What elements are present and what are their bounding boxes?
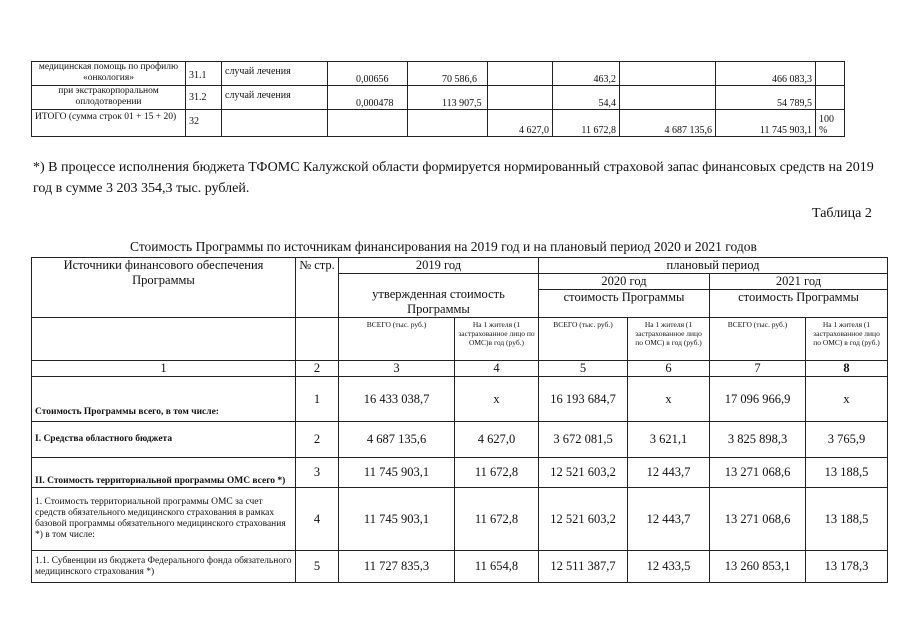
cell: 11 727 835,3	[339, 551, 455, 583]
header-per-capita-2020: На 1 жителя (1 застрахованное лицо по ОМС) в год (руб.)	[628, 318, 710, 361]
header-total-2021: ВСЕГО (тыс. руб.)	[710, 318, 806, 361]
cell: 12 443,7	[628, 458, 710, 488]
cell: 12 433,5	[628, 551, 710, 583]
cell: 12 521 603,2	[539, 458, 628, 488]
column-index: 2	[296, 361, 339, 377]
cell: 11 654,8	[455, 551, 539, 583]
cell: 13 178,3	[806, 551, 888, 583]
table-row	[32, 458, 888, 488]
row-unit	[222, 110, 328, 137]
cell: 12 443,7	[628, 488, 710, 551]
table-row	[32, 62, 845, 86]
header-2019: 2019 год	[339, 258, 539, 274]
cell	[620, 86, 716, 110]
row-name: медицинская помощь по профилю «онкология»	[32, 62, 186, 86]
cell: х	[628, 377, 710, 422]
header-2020: 2020 год	[539, 274, 710, 290]
cell: 0,000478	[328, 86, 408, 110]
cell: 3 825 898,3	[710, 422, 806, 458]
header-total-2019: ВСЕГО (тыс. руб.)	[339, 318, 455, 361]
header-approved-cost: утвержденная стоимость Программы	[339, 274, 539, 318]
row-label: II. Стоимость территориальной программы ОМС всего *)	[32, 458, 296, 488]
cell: 12 521 603,2	[539, 488, 628, 551]
row-name: ИТОГО (сумма строк 01 + 15 + 20)	[32, 110, 186, 137]
cell: 463,2	[553, 62, 620, 86]
column-index: 7	[710, 361, 806, 377]
column-index-row	[32, 361, 888, 377]
cell: 4 627,0	[488, 110, 553, 137]
row-number: 1	[296, 377, 339, 422]
column-index: 4	[455, 361, 539, 377]
cell: 0,00656	[328, 62, 408, 86]
cell: 12 511 387,7	[539, 551, 628, 583]
cell: 11 672,8	[553, 110, 620, 137]
header-2021: 2021 год	[710, 274, 888, 290]
cell: 13 260 853,1	[710, 551, 806, 583]
cell: 54,4	[553, 86, 620, 110]
table-row	[32, 488, 888, 551]
table-row	[32, 86, 845, 110]
row-label: 1.1. Субвенции из бюджета Федерального фонда обязательного медицинского страхования *)	[32, 551, 296, 583]
row-label: I. Средства областного бюджета	[32, 422, 296, 458]
table-row	[32, 377, 888, 422]
cell: 16 193 684,7	[539, 377, 628, 422]
previous-table-fragment	[31, 61, 845, 137]
cell: 3 672 081,5	[539, 422, 628, 458]
row-number: 3	[296, 458, 339, 488]
cell: 13 188,5	[806, 458, 888, 488]
cell: 54 789,5	[716, 86, 816, 110]
cell: 4 627,0	[455, 422, 539, 458]
cell	[816, 62, 845, 86]
row-number: 32	[186, 110, 222, 137]
cell	[488, 86, 553, 110]
row-number: 31.1	[186, 62, 222, 86]
cell: 3 621,1	[628, 422, 710, 458]
header-total-2020: ВСЕГО (тыс. руб.)	[539, 318, 628, 361]
row-number: 5	[296, 551, 339, 583]
cell: 17 096 966,9	[710, 377, 806, 422]
cell: 11 745 903,1	[716, 110, 816, 137]
cell: 11 745 903,1	[339, 458, 455, 488]
row-unit: случай лечения	[222, 62, 328, 86]
column-index: 8	[806, 361, 888, 377]
row-unit: случай лечения	[222, 86, 328, 110]
header-source: Источники финансового обеспечения Программы	[32, 258, 296, 318]
cell: х	[455, 377, 539, 422]
header-per-capita-2019: На 1 жителя (1 застрахованное лицо по ОМС)в год (руб.)	[455, 318, 539, 361]
header-cost-2021: стоимость Программы	[710, 290, 888, 318]
cell: 113 907,5	[408, 86, 488, 110]
table-label: Таблица 2	[812, 206, 872, 221]
cell: 3 765,9	[806, 422, 888, 458]
column-index: 5	[539, 361, 628, 377]
row-name: при экстракорпоральном оплодотворении	[32, 86, 186, 110]
cell: 13 188,5	[806, 488, 888, 551]
row-label: 1. Стоимость территориальной программы ОМС за счет средств обязательного медицинского страхования в рамках базовой программы обязательного медицинского страхования *) в том числе:	[32, 488, 296, 551]
cell: 13 271 068,6	[710, 458, 806, 488]
cell	[488, 62, 553, 86]
cell: 16 433 038,7	[339, 377, 455, 422]
cell: 4 687 135,6	[339, 422, 455, 458]
cell: 466 083,3	[716, 62, 816, 86]
cell	[620, 62, 716, 86]
header-number: № стр.	[296, 258, 339, 318]
cell: 11 672,8	[455, 458, 539, 488]
table-caption: Стоимость Программы по источникам финансирования на 2019 год и на плановый период 2020 и 2021 годов	[130, 239, 757, 254]
header-planned-period: плановый период	[539, 258, 888, 274]
cell: 100 %	[816, 110, 845, 137]
row-label: Стоимость Программы всего, в том числе:	[32, 377, 296, 422]
footnote: *) В процессе исполнения бюджета ТФОМС Калужской области формируется нормированный страховой запас финансовых средств на 2019 год в сумме 3 203 354,3 тыс. рублей.	[33, 160, 874, 196]
column-index: 3	[339, 361, 455, 377]
row-number: 4	[296, 488, 339, 551]
header-per-capita-2021: На 1 жителя (1 застрахованное лицо по ОМС) в год (руб.)	[806, 318, 888, 361]
column-index: 6	[628, 361, 710, 377]
table-row	[32, 110, 845, 137]
cell	[816, 86, 845, 110]
financing-table	[31, 257, 888, 583]
header-cost-2020: стоимость Программы	[539, 290, 710, 318]
table-row	[32, 422, 888, 458]
row-number: 31.2	[186, 86, 222, 110]
cell: 4 687 135,6	[620, 110, 716, 137]
cell: 11 672,8	[455, 488, 539, 551]
cell	[328, 110, 408, 137]
column-index: 1	[32, 361, 296, 377]
cell: х	[806, 377, 888, 422]
cell: 70 586,6	[408, 62, 488, 86]
cell: 11 745 903,1	[339, 488, 455, 551]
table-row	[32, 551, 888, 583]
cell: 13 271 068,6	[710, 488, 806, 551]
cell	[408, 110, 488, 137]
row-number: 2	[296, 422, 339, 458]
